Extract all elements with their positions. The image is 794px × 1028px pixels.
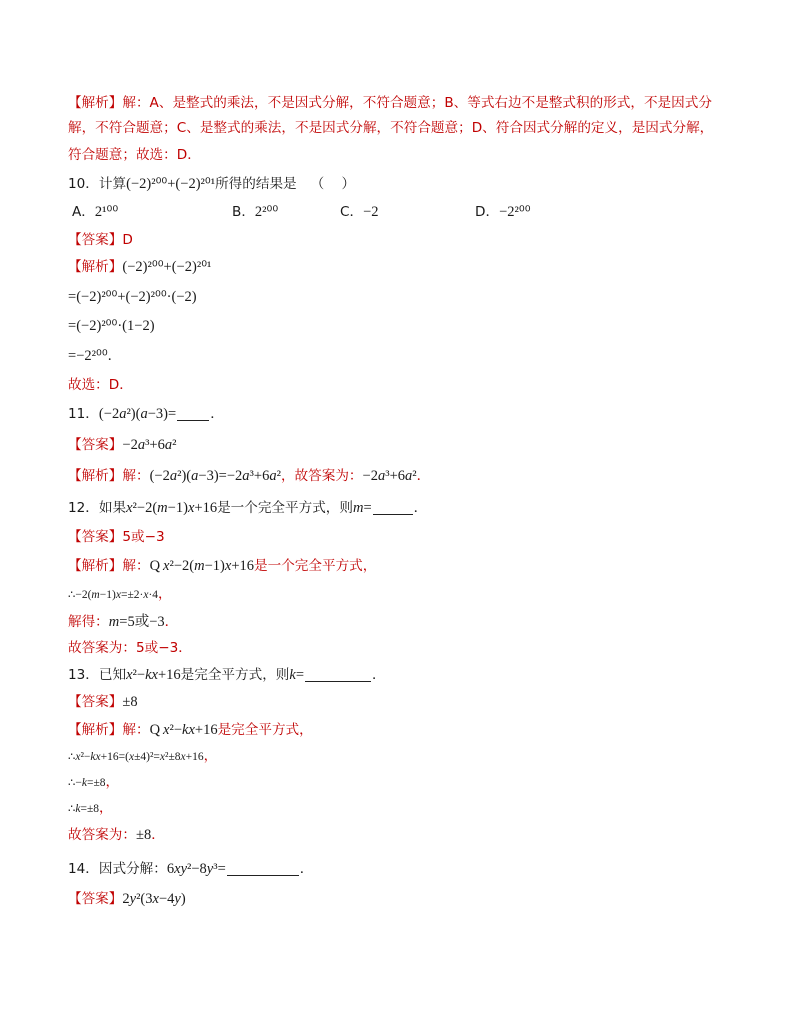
- period: ．: [210, 406, 224, 422]
- q10-analysis-step-2: [68, 317, 155, 335]
- question-stem: 已知: [98, 667, 127, 683]
- answer-blank: [227, 862, 299, 876]
- because-symbol: Q: [149, 722, 161, 738]
- option-value: 2¹⁰⁰: [94, 204, 119, 220]
- math-variable: x: [75, 751, 81, 763]
- blank-variable: k=: [289, 667, 305, 683]
- q13-analysis-step-3: [68, 799, 113, 818]
- q12-analysis: [68, 557, 376, 575]
- question-formula: (−2)²⁰⁰+(−2)²⁰¹: [126, 176, 216, 192]
- period: ．: [413, 500, 428, 516]
- math-variable: m: [108, 614, 120, 630]
- analysis-label: 【解析】: [68, 95, 123, 111]
- q14-question: [68, 860, 313, 878]
- conclusion-text: 故选：D．: [68, 377, 133, 393]
- math-variable: x: [224, 558, 232, 574]
- analysis-label: 【解析】: [68, 259, 123, 275]
- period: ．: [164, 614, 179, 630]
- q9-analysis-line-3: [68, 146, 201, 164]
- math-variable: x: [159, 751, 166, 763]
- option-value: −2²⁰⁰: [499, 204, 531, 220]
- analysis-formula: =(−2)²⁰⁰·(1−2): [68, 318, 155, 334]
- answer-blank: [305, 668, 371, 682]
- math-variable: a: [242, 468, 250, 484]
- question-stem: 是一个完全平方式，则: [217, 500, 353, 516]
- analysis-label: 【解析】: [68, 722, 123, 738]
- q13-conclusion: [68, 826, 165, 844]
- answer-blank: [373, 501, 413, 515]
- question-formula: (−2a²)(a−3)=: [98, 406, 177, 422]
- option-letter: A．: [72, 204, 95, 220]
- solve-label: 解得：: [68, 614, 109, 630]
- question-stem: 计算: [98, 176, 127, 192]
- q10-analysis-step-0: [68, 258, 211, 276]
- comma: ，: [203, 748, 218, 764]
- question-stem: 因式分解：: [98, 861, 167, 877]
- q12-analysis-step: [68, 585, 172, 604]
- option-letter: B．: [232, 204, 255, 220]
- q10-conclusion: [68, 376, 133, 394]
- q13-analysis-step-1: [68, 747, 217, 766]
- math-variable: a: [191, 468, 199, 484]
- comma: ，: [99, 800, 113, 816]
- math-variable: a: [269, 468, 277, 484]
- answer-value: ±8: [122, 694, 138, 710]
- q13-analysis-step-2: [68, 773, 119, 792]
- because-symbol: Q: [149, 558, 161, 574]
- answer-label: 【答案】: [68, 232, 123, 248]
- question-formula: 6xy²−8y³=: [166, 861, 226, 877]
- math-variable: a: [169, 468, 178, 484]
- question-number: 10．: [68, 176, 99, 192]
- math-variable: a: [119, 406, 127, 422]
- math-variable: x: [151, 667, 158, 683]
- answer-value: D: [122, 232, 133, 248]
- analysis-formula: ∴k=±8: [68, 803, 99, 815]
- analysis-formula: (−2)²⁰⁰+(−2)²⁰¹: [122, 259, 212, 275]
- math-variable: x: [174, 861, 181, 877]
- analysis-formula: ∴−2(m−1)x=±2·x·4: [68, 589, 159, 601]
- q11-analysis: [68, 467, 430, 485]
- conclusion-value: 5或−3: [135, 640, 179, 656]
- blank-variable: m=: [353, 500, 372, 516]
- period: ．: [151, 827, 165, 843]
- q10-answer: [68, 231, 133, 249]
- math-variable: k: [81, 777, 87, 789]
- q13-answer: [68, 693, 138, 711]
- math-variable: x: [187, 500, 195, 516]
- q9-analysis-text: 解，不符合题意；C、是整式的乘法，不是因式分解，不符合题意；D、符合因式分解的定义，是因式分解，: [68, 120, 714, 136]
- math-variable: k: [75, 803, 81, 815]
- math-variable: y: [180, 861, 187, 877]
- q12-answer: [68, 528, 165, 546]
- option-a: [72, 203, 118, 221]
- period: ．: [416, 468, 431, 484]
- conclusion-label: 故答案为：: [68, 640, 136, 656]
- math-variable: m: [91, 589, 100, 601]
- math-variable: y: [174, 891, 181, 907]
- math-variable: x: [180, 751, 186, 763]
- option-letter: C．: [340, 204, 364, 220]
- q13-question: [68, 666, 386, 684]
- math-variable: y: [129, 891, 137, 907]
- analysis-result: −2a³+6a²: [362, 468, 417, 484]
- math-variable: m: [353, 500, 364, 516]
- math-variable: a: [377, 468, 386, 484]
- math-variable: x: [126, 667, 133, 683]
- question-stem: 如果: [98, 500, 127, 516]
- analysis-formula: =(−2)²⁰⁰+(−2)²⁰⁰·(−2): [68, 289, 197, 305]
- solve-result: m=5或−3: [108, 614, 165, 630]
- analysis-text: 是一个完全平方式，: [254, 558, 377, 574]
- math-variable: k: [182, 722, 189, 738]
- math-variable: a: [140, 406, 148, 422]
- analysis-label: 【解析】: [68, 468, 123, 484]
- math-variable: x: [95, 751, 101, 763]
- math-variable: x: [163, 558, 170, 574]
- answer-bracket: （ ）: [310, 176, 356, 192]
- question-number: 14．: [68, 861, 99, 877]
- math-variable: k: [90, 751, 96, 763]
- analysis-intro: 解：: [122, 468, 150, 484]
- q9-analysis-line-1: [68, 94, 712, 112]
- math-variable: x: [152, 891, 159, 907]
- q11-answer: [68, 436, 176, 454]
- option-letter: D．: [475, 204, 500, 220]
- math-variable: k: [289, 667, 296, 683]
- q14-answer: [68, 890, 186, 908]
- comma: ，: [105, 774, 120, 790]
- question-formula: x²−kx+16: [126, 667, 181, 683]
- analysis-label: 【解析】: [68, 558, 123, 574]
- analysis-text: 是完全平方式，: [217, 722, 313, 738]
- answer-value: −2a³+6a²: [122, 437, 177, 453]
- q12-solve: [68, 613, 178, 631]
- q9-analysis-line-2: [68, 119, 713, 137]
- q10-analysis-step-3: [68, 347, 121, 365]
- period: ．: [178, 640, 192, 656]
- analysis-intro: 解：: [122, 722, 150, 738]
- analysis-intro: 解：: [122, 558, 150, 574]
- question-number: 12．: [68, 500, 99, 516]
- answer-blank: [177, 407, 209, 421]
- q12-conclusion: [68, 639, 192, 657]
- period: ．: [299, 861, 314, 877]
- question-number: 13．: [68, 667, 99, 683]
- q10-analysis-step-1: [68, 288, 197, 306]
- option-d: [475, 203, 531, 221]
- analysis-formula: (−2a²)(a−3)=−2a³+6a²: [149, 468, 281, 484]
- math-variable: a: [405, 468, 413, 484]
- period: ．: [372, 667, 386, 683]
- q13-analysis: [68, 721, 313, 739]
- q9-analysis-text: 解：A、是整式的乘法，不是因式分解，不符合题意；B、等式右边不是整式积的形式，不是因式分: [122, 95, 712, 111]
- math-variable: x: [188, 722, 195, 738]
- math-variable: x: [128, 751, 135, 763]
- question-stem: 所得的结果是: [215, 176, 297, 192]
- q9-analysis-text: 符合题意；故选：D．: [68, 147, 201, 163]
- analysis-formula: =−2²⁰⁰: [68, 348, 108, 364]
- answer-value: 5或−3: [122, 529, 165, 545]
- option-value: 2²⁰⁰: [254, 204, 279, 220]
- analysis-text: ，故答案为：: [280, 468, 363, 484]
- question-number: 11．: [68, 406, 99, 422]
- math-variable: y: [206, 861, 214, 877]
- question-formula: x²−2(m−1)x+16: [126, 500, 218, 516]
- math-variable: x: [115, 589, 121, 601]
- period: ．: [107, 348, 122, 364]
- q10-question: [68, 175, 355, 193]
- math-variable: x: [163, 722, 170, 738]
- answer-label: 【答案】: [68, 694, 123, 710]
- comma: ，: [158, 586, 172, 602]
- answer-label: 【答案】: [68, 891, 123, 907]
- q12-question: [68, 499, 427, 517]
- option-c: [340, 203, 379, 221]
- answer-label: 【答案】: [68, 529, 123, 545]
- analysis-formula: ∴−k=±8: [68, 777, 106, 789]
- answer-value: 2y²(3x−4y): [122, 891, 186, 907]
- option-b: [232, 203, 278, 221]
- math-variable: k: [145, 667, 152, 683]
- math-variable: m: [194, 558, 205, 574]
- conclusion-label: 故答案为：: [68, 827, 136, 843]
- math-variable: x: [143, 589, 149, 601]
- option-value: −2: [363, 204, 379, 220]
- math-variable: a: [137, 437, 146, 453]
- math-variable: m: [157, 500, 168, 516]
- question-stem: 是完全平方式，则: [180, 667, 290, 683]
- analysis-formula: ∴x²−kx+16=(x±4)²=x²±8x+16: [68, 751, 204, 763]
- math-variable: a: [164, 437, 173, 453]
- math-variable: x: [126, 500, 133, 516]
- answer-label: 【答案】: [68, 437, 123, 453]
- conclusion-value: ±8: [135, 827, 152, 843]
- q11-question: [68, 405, 224, 423]
- analysis-formula: x²−2(m−1)x+16: [163, 558, 255, 574]
- analysis-formula: x²−kx+16: [163, 722, 218, 738]
